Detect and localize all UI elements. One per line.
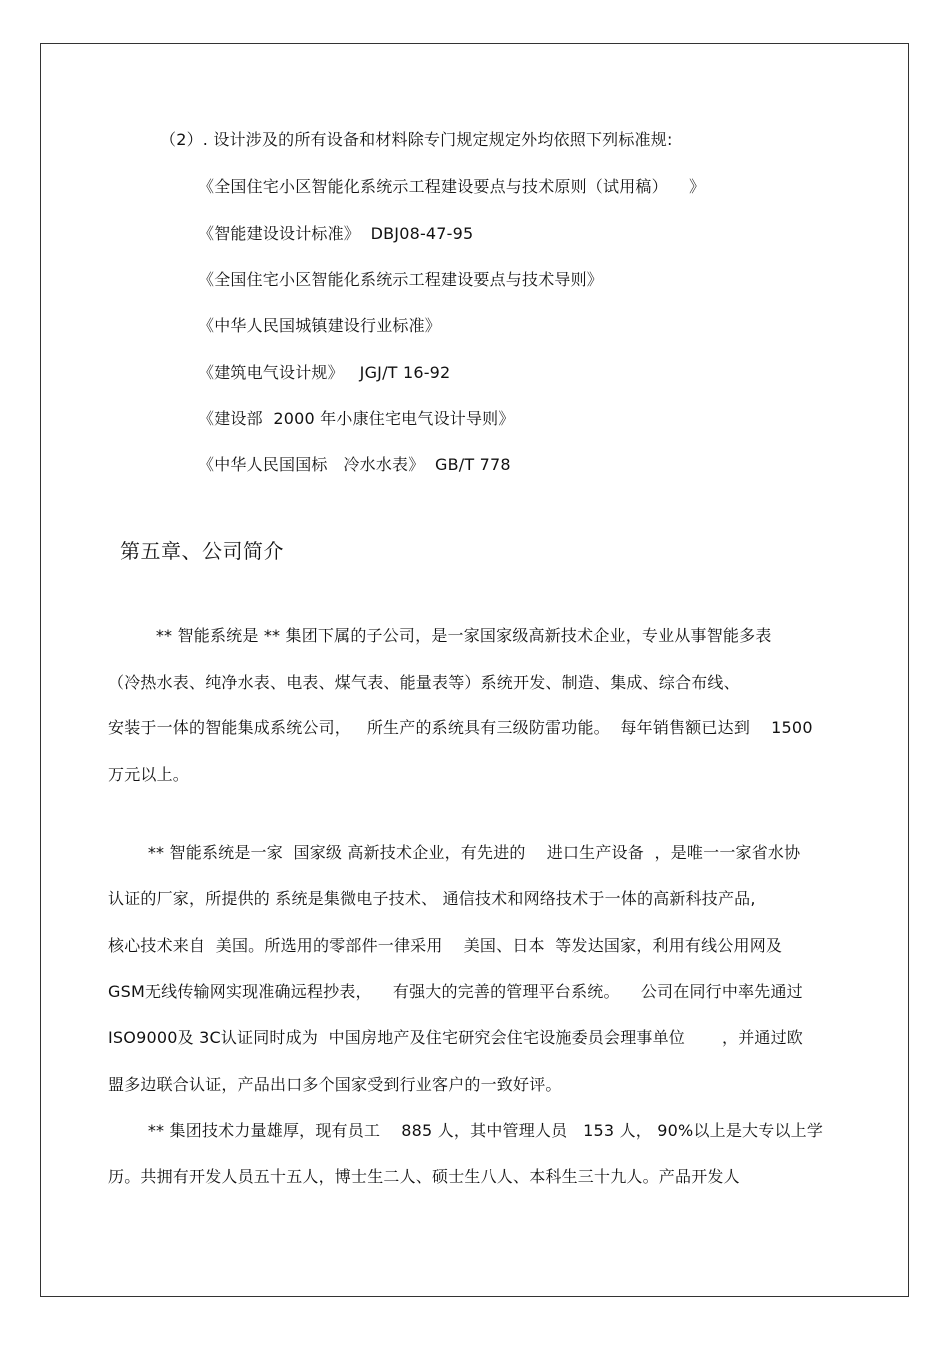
standard-item: 《全国住宅小区智能化系统示工程建设要点与技术原则（试用稿） 》 [198, 177, 706, 196]
paragraph-line: （冷热水表、纯净水表、电表、煤气表、能量表等）系统开发、制造、集成、综合布线、 [108, 673, 740, 692]
paragraph-line: 历。共拥有开发人员五十五人，博士生二人、硕士生八人、本科生三十九人。产品开发人 [108, 1167, 740, 1186]
standard-item: 《中华人民国国标 冷水水表》 GB/T 778 [198, 455, 511, 474]
paragraph-line: 认证的厂家，所提供的 系统是集微电子技术、 通信技术和网络技术于一体的高新科技产品, [108, 889, 756, 908]
paragraph-line: ** 智能系统是 ** 集团下属的子公司，是一家国家级高新技术企业，专业从事智能多表 [140, 626, 772, 645]
paragraph-line: ** 集团技术力量雄厚，现有员工 885 人，其中管理人员 153 人， 90%以上是大专以上学 [132, 1121, 824, 1140]
standard-item: 《建筑电气设计规》 JGJ/T 16-92 [198, 363, 451, 382]
paragraph-line: 万元以上。 [108, 765, 190, 784]
standard-item: 《中华人民国城镇建设行业标准》 [198, 316, 442, 335]
standard-item: 《全国住宅小区智能化系统示工程建设要点与技术导则》 [198, 270, 604, 289]
paragraph-line: 核心技术来自 美国。所选用的零部件一律采用 美国、日本 等发达国家，利用有线公用网及 [108, 936, 783, 955]
paragraph-line: ISO9000及 3C认证同时成为 中国房地产及住宅研究会住宅设施委员会理事单位 ，并通过欧 [108, 1028, 803, 1047]
paragraph-line: ** 智能系统是一家 国家级 高新技术企业，有先进的 进口生产设备 ，是唯一一家省水协 [132, 843, 801, 862]
item2-intro: （2）. 设计涉及的所有设备和材料除专门规定规定外均依照下列标准规: [160, 130, 673, 149]
standard-item: 《智能建设设计标准》 DBJ08-47-95 [198, 224, 474, 243]
chapter-title: 第五章、公司简介 [120, 539, 284, 563]
paragraph-line: GSM无线传输网实现准确远程抄表， 有强大的完善的管理平台系统。 公司在同行中率先通过 [108, 982, 803, 1001]
paragraph-line: 盟多边联合认证，产品出口多个国家受到行业客户的一致好评。 [108, 1075, 562, 1094]
standard-item: 《建设部 2000 年小康住宅电气设计导则》 [198, 409, 515, 428]
page-border [40, 43, 909, 1297]
paragraph-line: 安装于一体的智能集成系统公司， 所生产的系统具有三级防雷功能。 每年销售额已达到 1500 [108, 718, 813, 737]
